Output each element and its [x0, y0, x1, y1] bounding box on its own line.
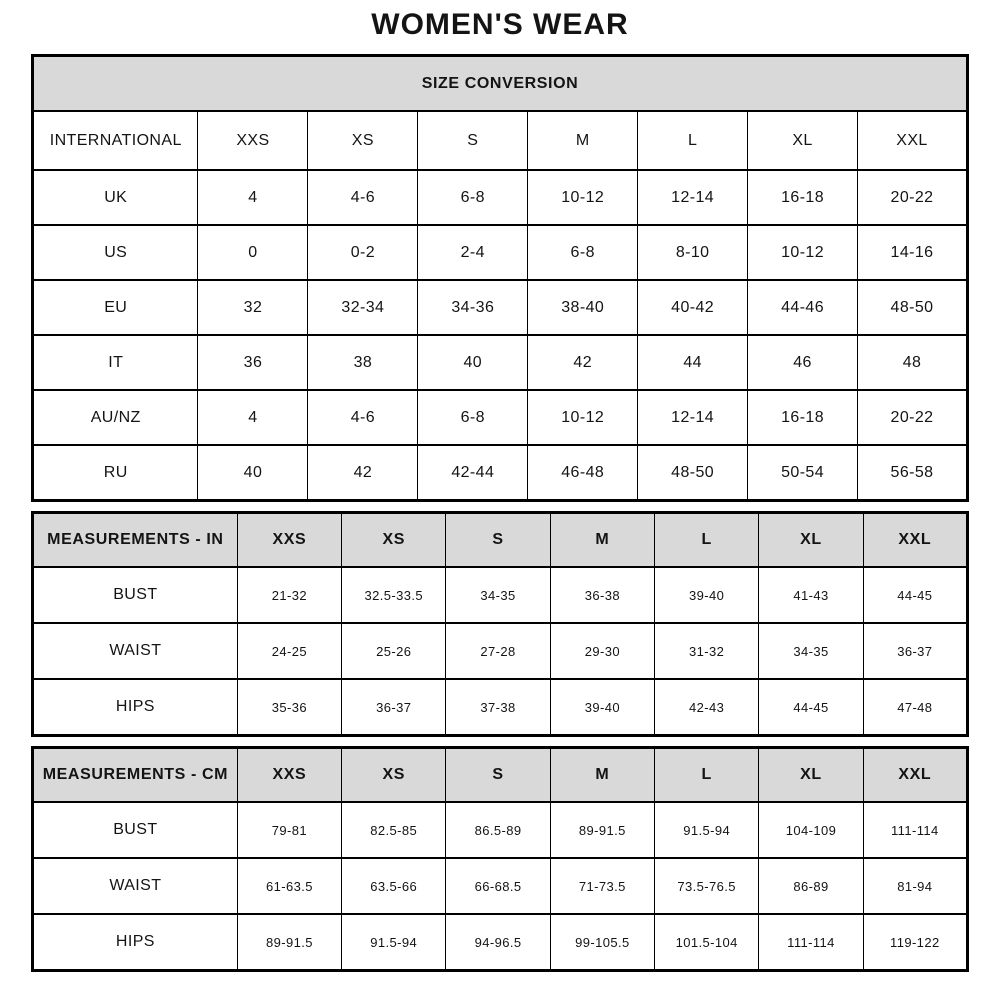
measurement-cell: 44-45 [863, 567, 967, 623]
column-header: M [550, 748, 654, 803]
size-cell: L [638, 111, 748, 170]
size-cell: 4 [198, 170, 308, 225]
page-title: WOMEN'S WEAR [371, 8, 629, 41]
table-row-it [33, 335, 968, 390]
size-cell: 42-44 [418, 445, 528, 501]
size-cell: 0 [198, 225, 308, 280]
size-cell: XXS [198, 111, 308, 170]
measurement-cell: 37-38 [446, 679, 550, 736]
measurement-cell: 39-40 [655, 567, 759, 623]
size-cell: 38 [308, 335, 418, 390]
column-header: XS [342, 513, 446, 568]
column-header: XXS [237, 513, 341, 568]
table-row-us [33, 225, 968, 280]
row-label: IT [33, 335, 198, 390]
table-row-eu [33, 280, 968, 335]
measurement-cell: 27-28 [446, 623, 550, 679]
measurements-in-title: MEASUREMENTS - IN [33, 513, 238, 568]
measurement-cell: 31-32 [655, 623, 759, 679]
size-cell: 50-54 [748, 445, 858, 501]
size-cell: 48-50 [638, 445, 748, 501]
size-cell: 48-50 [858, 280, 968, 335]
size-cell: 40 [418, 335, 528, 390]
size-cell: 6-8 [528, 225, 638, 280]
measurement-cell: 111-114 [759, 914, 863, 971]
measurement-cell: 73.5-76.5 [655, 858, 759, 914]
column-header: XXL [863, 513, 967, 568]
table-row-hips-in [33, 679, 968, 736]
row-label: BUST [33, 802, 238, 858]
size-cell: 4-6 [308, 390, 418, 445]
measurements-cm-title: MEASUREMENTS - CM [33, 748, 238, 803]
measurement-cell: 82.5-85 [342, 802, 446, 858]
measurement-cell: 99-105.5 [550, 914, 654, 971]
row-label: US [33, 225, 198, 280]
size-cell: 0-2 [308, 225, 418, 280]
size-cell: 8-10 [638, 225, 748, 280]
measurement-cell: 89-91.5 [550, 802, 654, 858]
size-cell: 32-34 [308, 280, 418, 335]
column-header: M [550, 513, 654, 568]
measurement-cell: 63.5-66 [342, 858, 446, 914]
size-cell: 10-12 [528, 390, 638, 445]
size-cell: 44-46 [748, 280, 858, 335]
size-cell: XXL [858, 111, 968, 170]
measurement-cell: 91.5-94 [655, 802, 759, 858]
measurement-cell: 47-48 [863, 679, 967, 736]
size-cell: 4-6 [308, 170, 418, 225]
size-cell: 10-12 [528, 170, 638, 225]
size-cell: 32 [198, 280, 308, 335]
column-header: XL [759, 748, 863, 803]
row-label: HIPS [33, 914, 238, 971]
table-row-ru [33, 445, 968, 501]
size-cell: XS [308, 111, 418, 170]
size-cell: 48 [858, 335, 968, 390]
row-label: HIPS [33, 679, 238, 736]
measurement-cell: 35-36 [237, 679, 341, 736]
size-cell: 16-18 [748, 170, 858, 225]
column-header: XL [759, 513, 863, 568]
measurement-cell: 89-91.5 [237, 914, 341, 971]
measurement-cell: 86-89 [759, 858, 863, 914]
column-header: S [446, 748, 550, 803]
size-cell: 42 [308, 445, 418, 501]
size-cell: 14-16 [858, 225, 968, 280]
size-conversion-title: SIZE CONVERSION [33, 56, 968, 112]
measurement-cell: 101.5-104 [655, 914, 759, 971]
size-cell: 46-48 [528, 445, 638, 501]
size-cell: 44 [638, 335, 748, 390]
measurement-cell: 71-73.5 [550, 858, 654, 914]
table-row-waist-cm [33, 858, 968, 914]
table-row-bust-in [33, 567, 968, 623]
measurement-cell: 29-30 [550, 623, 654, 679]
row-label: UK [33, 170, 198, 225]
size-cell: 6-8 [418, 390, 528, 445]
measurement-cell: 79-81 [237, 802, 341, 858]
size-cell: S [418, 111, 528, 170]
measurement-cell: 44-45 [759, 679, 863, 736]
measurement-cell: 42-43 [655, 679, 759, 736]
measurements-in-table [31, 511, 969, 737]
measurement-cell: 34-35 [446, 567, 550, 623]
measurement-cell: 36-37 [342, 679, 446, 736]
size-cell: 12-14 [638, 390, 748, 445]
column-header: XXL [863, 748, 967, 803]
row-label: WAIST [33, 623, 238, 679]
table-row-hips-cm [33, 914, 968, 971]
size-cell: 34-36 [418, 280, 528, 335]
size-conversion-table [31, 54, 969, 502]
column-header: XS [342, 748, 446, 803]
row-label: INTERNATIONAL [33, 111, 198, 170]
measurement-cell: 104-109 [759, 802, 863, 858]
size-cell: 40 [198, 445, 308, 501]
size-cell: 36 [198, 335, 308, 390]
column-header: S [446, 513, 550, 568]
measurement-cell: 36-38 [550, 567, 654, 623]
measurement-cell: 91.5-94 [342, 914, 446, 971]
size-cell: XL [748, 111, 858, 170]
measurement-cell: 94-96.5 [446, 914, 550, 971]
size-cell: 12-14 [638, 170, 748, 225]
measurements-in-header-row [33, 513, 968, 568]
measurement-cell: 25-26 [342, 623, 446, 679]
measurement-cell: 119-122 [863, 914, 967, 971]
measurement-cell: 36-37 [863, 623, 967, 679]
size-cell: M [528, 111, 638, 170]
size-cell: 42 [528, 335, 638, 390]
row-label: AU/NZ [33, 390, 198, 445]
size-cell: 46 [748, 335, 858, 390]
size-cell: 4 [198, 390, 308, 445]
measurement-cell: 24-25 [237, 623, 341, 679]
measurement-cell: 61-63.5 [237, 858, 341, 914]
size-cell: 20-22 [858, 170, 968, 225]
size-cell: 38-40 [528, 280, 638, 335]
size-cell: 10-12 [748, 225, 858, 280]
column-header: XXS [237, 748, 341, 803]
measurement-cell: 86.5-89 [446, 802, 550, 858]
measurement-cell: 34-35 [759, 623, 863, 679]
measurement-cell: 81-94 [863, 858, 967, 914]
row-label: EU [33, 280, 198, 335]
size-cell: 20-22 [858, 390, 968, 445]
measurement-cell: 32.5-33.5 [342, 567, 446, 623]
table-row-aunz [33, 390, 968, 445]
table-row-bust-cm [33, 802, 968, 858]
row-label: WAIST [33, 858, 238, 914]
size-conversion-header-row [33, 56, 968, 112]
measurement-cell: 39-40 [550, 679, 654, 736]
column-header: L [655, 513, 759, 568]
table-row-uk [33, 170, 968, 225]
measurement-cell: 66-68.5 [446, 858, 550, 914]
size-cell: 16-18 [748, 390, 858, 445]
table-row-waist-in [33, 623, 968, 679]
measurement-cell: 41-43 [759, 567, 863, 623]
size-cell: 56-58 [858, 445, 968, 501]
size-cell: 2-4 [418, 225, 528, 280]
measurements-cm-table [31, 746, 969, 972]
measurement-cell: 111-114 [863, 802, 967, 858]
column-header: L [655, 748, 759, 803]
row-label: RU [33, 445, 198, 501]
size-cell: 40-42 [638, 280, 748, 335]
measurements-cm-header-row [33, 748, 968, 803]
table-row-international [33, 111, 968, 170]
size-cell: 6-8 [418, 170, 528, 225]
measurement-cell: 21-32 [237, 567, 341, 623]
row-label: BUST [33, 567, 238, 623]
